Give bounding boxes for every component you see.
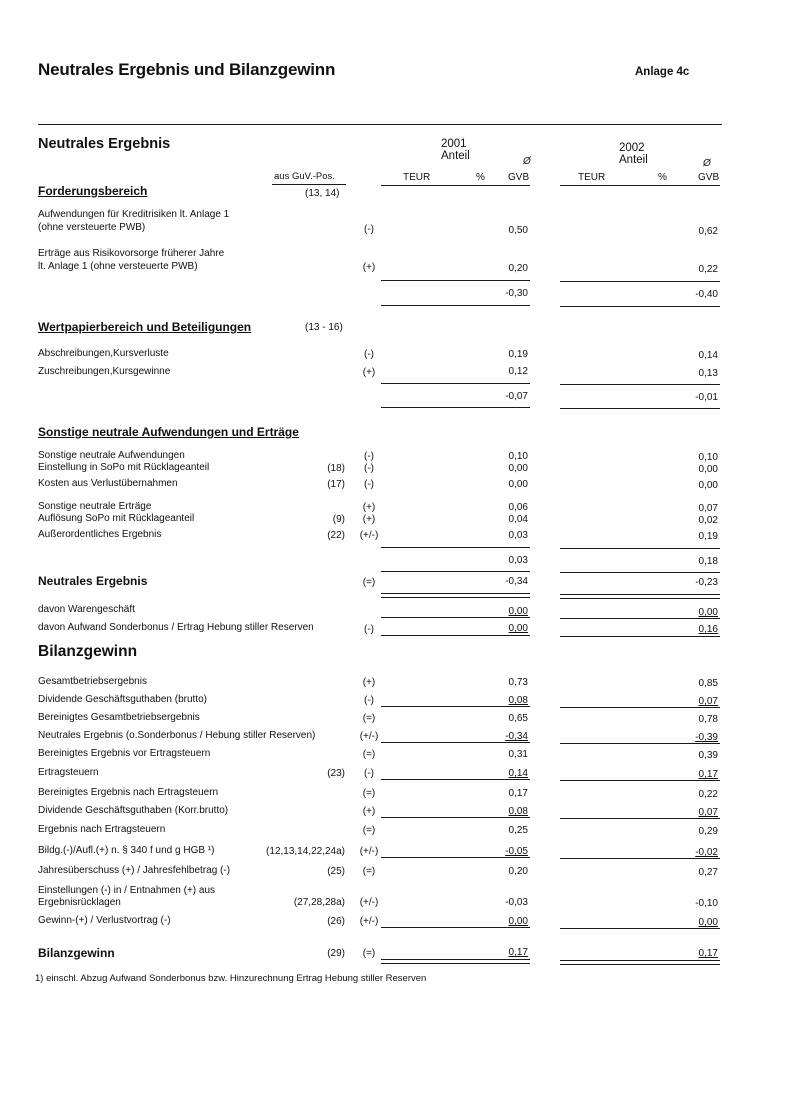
value-2002: 0,14 bbox=[698, 350, 718, 361]
value-2002: 0,07 bbox=[698, 503, 718, 514]
row-label: Bereinigtes Gesamtbetriebsergebnis bbox=[38, 712, 200, 723]
row-sign: (-) bbox=[364, 224, 374, 235]
row-sign: (+) bbox=[362, 806, 376, 817]
row-label: Bilanzgewinn bbox=[38, 946, 115, 960]
avg-symbol-2001: Ø bbox=[523, 156, 531, 167]
value-2001: -0,05 bbox=[505, 846, 528, 857]
value-2001: 0,08 bbox=[508, 695, 528, 706]
row-label: Neutrales Ergebnis bbox=[38, 574, 148, 588]
value-2001: 0,73 bbox=[508, 677, 528, 688]
pct-header-2002: % bbox=[658, 172, 667, 183]
share-label-2001: Anteil bbox=[441, 150, 470, 162]
section-heading-bilanz: Bilanzgewinn bbox=[38, 643, 138, 660]
row-sign: (=) bbox=[362, 577, 376, 588]
value-2002: 0,17 bbox=[698, 948, 718, 959]
value-2002: 0,07 bbox=[698, 807, 718, 818]
value-2002: 0,13 bbox=[698, 368, 718, 379]
value-2001: 0,50 bbox=[508, 225, 528, 236]
row-sign: (-) bbox=[364, 479, 374, 490]
teur-header-2002: TEUR bbox=[578, 172, 606, 183]
value-2002: 0,00 bbox=[698, 607, 718, 618]
gvb-header-2001: GVB bbox=[508, 172, 530, 183]
value-2001: 0,17 bbox=[508, 947, 528, 958]
row-label: Auflösung SoPo mit Rücklageanteil bbox=[38, 513, 195, 524]
value-2001: 0,00 bbox=[508, 623, 528, 634]
row-sign: (+) bbox=[362, 677, 376, 688]
subtotal-2002: 0,18 bbox=[698, 556, 718, 567]
guv-pos: (12,13,14,22,24a) bbox=[266, 846, 345, 857]
guv-pos: (17) bbox=[327, 479, 345, 490]
underline-2001 bbox=[381, 635, 530, 636]
sum-rule-2001 bbox=[381, 571, 530, 572]
row-label-cont: (ohne versteuerte PWB) bbox=[38, 222, 146, 233]
sum-rule-2001 bbox=[381, 547, 530, 548]
value-2002: 0,02 bbox=[698, 515, 718, 526]
section-heading-neutral: Neutrales Ergebnis bbox=[38, 136, 171, 152]
value-2002: 0,19 bbox=[698, 531, 718, 542]
value-2002: 0,07 bbox=[698, 696, 718, 707]
gvb-header-2002: GVB bbox=[698, 172, 720, 183]
guv-pos: (29) bbox=[327, 948, 345, 959]
value-2002: -0,39 bbox=[695, 732, 718, 743]
row-sign: (-) bbox=[364, 451, 374, 462]
guv-pos-wertpapier: (13 - 16) bbox=[305, 322, 343, 333]
underline-2002 bbox=[560, 743, 720, 744]
underline-2001 bbox=[381, 779, 530, 780]
row-sign: (=) bbox=[362, 948, 376, 959]
value-2001: 0,00 bbox=[508, 479, 528, 490]
row-sign: (+) bbox=[362, 262, 376, 273]
underline-2001 bbox=[381, 817, 530, 818]
subsection-forderung: Forderungsbereich bbox=[38, 184, 148, 198]
value-2001: -0,34 bbox=[505, 731, 528, 742]
value-2001: 0,14 bbox=[508, 768, 528, 779]
value-2002: 0,00 bbox=[698, 480, 718, 491]
row-label: Jahresüberschuss (+) / Jahresfehlbetrag (-) bbox=[38, 865, 231, 876]
value-2002: 0,00 bbox=[698, 917, 718, 928]
value-2001: 0,31 bbox=[508, 749, 528, 760]
row-label: Gewinn-(+) / Verlustvortrag (-) bbox=[38, 915, 171, 926]
row-label: Erträge aus Risikovorsorge früherer Jahre bbox=[38, 248, 225, 259]
row-sign: (=) bbox=[362, 788, 376, 799]
header-rule bbox=[38, 124, 722, 125]
pct-header-2001: % bbox=[476, 172, 485, 183]
row-sign: (=) bbox=[362, 825, 376, 836]
row-sign: (-) bbox=[364, 463, 374, 474]
value-2002: 0,29 bbox=[698, 826, 718, 837]
guv-pos: (26) bbox=[327, 916, 345, 927]
guv-pos-header-rule bbox=[272, 184, 346, 185]
guv-pos-header: aus GuV.-Pos. bbox=[274, 171, 335, 182]
header-rule-2001 bbox=[381, 185, 530, 186]
row-sign: (+/-) bbox=[359, 897, 379, 908]
sum-rule-2001 bbox=[381, 383, 530, 384]
value-2002: -0,10 bbox=[695, 898, 718, 909]
row-label: davon Warengeschäft bbox=[38, 604, 135, 615]
teur-header-2001: TEUR bbox=[403, 172, 431, 183]
guv-pos: (22) bbox=[327, 530, 345, 541]
row-sign: (+/-) bbox=[359, 530, 379, 541]
subtotal-2002: -0,01 bbox=[695, 392, 718, 403]
value-2001: 0,06 bbox=[508, 502, 528, 513]
total-rule-2002 bbox=[560, 306, 720, 307]
value-2002: 0,85 bbox=[698, 678, 718, 689]
total-rule-2001 bbox=[381, 305, 530, 306]
total-rule-2001 bbox=[381, 407, 530, 408]
value-2001: 0,00 bbox=[508, 463, 528, 474]
value-2001: 0,20 bbox=[508, 263, 528, 274]
sum-rule-2002 bbox=[560, 281, 720, 282]
avg-symbol-2002: Ø bbox=[703, 158, 711, 169]
row-sign: (=) bbox=[362, 713, 376, 724]
row-sign: (-) bbox=[364, 349, 374, 360]
value-2002: 0,17 bbox=[698, 769, 718, 780]
subsection-sonstige: Sonstige neutrale Aufwendungen und Erträge bbox=[38, 425, 299, 439]
value-2001: 0,10 bbox=[508, 451, 528, 462]
subtotal-2001: -0,30 bbox=[505, 288, 528, 299]
underline-2001 bbox=[381, 706, 530, 707]
value-2002: 0,22 bbox=[698, 264, 718, 275]
row-label: davon Aufwand Sonderbonus / Ertrag Hebung stiller Reserven bbox=[38, 622, 314, 633]
row-label: Sonstige neutrale Erträge bbox=[38, 501, 152, 512]
year-2001: 2001 bbox=[441, 138, 467, 150]
row-label: Bildg.(-)/Aufl.(+) n. § 340 f und g HGB ¹) bbox=[38, 845, 215, 856]
double-rule-2001 bbox=[381, 593, 530, 598]
row-label: Bereinigtes Ergebnis nach Ertragsteuern bbox=[38, 787, 219, 798]
underline-2001 bbox=[381, 927, 530, 928]
value-2001: 0,12 bbox=[508, 366, 528, 377]
value-2002: 0,27 bbox=[698, 867, 718, 878]
subtotal-2001: 0,03 bbox=[508, 555, 528, 566]
row-label: Dividende Geschäftsguthaben (Korr.brutto) bbox=[38, 805, 229, 816]
value-2002: 0,00 bbox=[698, 464, 718, 475]
row-label: Aufwendungen für Kreditrisiken lt. Anlage 1 bbox=[38, 209, 230, 220]
share-label-2002: Anteil bbox=[619, 154, 648, 166]
sum-rule-2002 bbox=[560, 548, 720, 549]
underline-2001 bbox=[381, 857, 530, 858]
underline-2002 bbox=[560, 928, 720, 929]
underline-2001 bbox=[381, 617, 530, 618]
subtotal-2001: -0,07 bbox=[505, 391, 528, 402]
footnote: 1) einschl. Abzug Aufwand Sonderbonus bzw. Hinzurechnung Ertrag Hebung stiller Reserven bbox=[35, 973, 427, 984]
value-2001: 0,04 bbox=[508, 514, 528, 525]
row-sign: (=) bbox=[362, 866, 376, 877]
guv-pos: (25) bbox=[327, 866, 345, 877]
row-label: Kosten aus Verlustübernahmen bbox=[38, 478, 178, 489]
value-2001: -0,34 bbox=[505, 576, 528, 587]
double-rule-2002 bbox=[560, 960, 720, 965]
row-sign: (-) bbox=[364, 624, 374, 635]
row-sign: (+) bbox=[362, 514, 376, 525]
row-label: Gesamtbetriebsergebnis bbox=[38, 676, 147, 687]
row-sign: (+/-) bbox=[359, 916, 379, 927]
row-label: Bereinigtes Ergebnis vor Ertragsteuern bbox=[38, 748, 211, 759]
annex-label: Anlage 4c bbox=[635, 66, 690, 78]
row-label: Einstellungen (-) in / Entnahmen (+) aus bbox=[38, 885, 216, 896]
row-label: Sonstige neutrale Aufwendungen bbox=[38, 450, 185, 461]
guv-pos-forderung: (13, 14) bbox=[305, 188, 340, 199]
row-label: Außerordentliches Ergebnis bbox=[38, 529, 162, 540]
row-label: Zuschreibungen,Kursgewinne bbox=[38, 366, 171, 377]
value-2002: 0,78 bbox=[698, 714, 718, 725]
row-label-cont: Ergebnisrücklagen bbox=[38, 897, 121, 908]
subsection-wertpapier: Wertpapierbereich und Beteiligungen bbox=[38, 320, 252, 334]
sum-rule-2001 bbox=[381, 280, 530, 281]
underline-2002 bbox=[560, 818, 720, 819]
row-label: Einstellung in SoPo mit Rücklageanteil bbox=[38, 462, 210, 473]
value-2001: 0,25 bbox=[508, 825, 528, 836]
row-sign: (-) bbox=[364, 695, 374, 706]
value-2002: 0,39 bbox=[698, 750, 718, 761]
value-2002: 0,22 bbox=[698, 789, 718, 800]
underline-2001 bbox=[381, 742, 530, 743]
double-rule-2001 bbox=[381, 959, 530, 964]
value-2002: 0,62 bbox=[698, 226, 718, 237]
guv-pos: (9) bbox=[332, 514, 345, 525]
underline-2002 bbox=[560, 636, 720, 637]
row-sign: (+/-) bbox=[359, 731, 379, 742]
sum-rule-2002 bbox=[560, 384, 720, 385]
row-sign: (+) bbox=[362, 367, 376, 378]
row-sign: (=) bbox=[362, 749, 376, 760]
value-2001: 0,00 bbox=[508, 606, 528, 617]
row-label: Abschreibungen,Kursverluste bbox=[38, 348, 169, 359]
header-rule-2002 bbox=[560, 185, 720, 186]
underline-2002 bbox=[560, 618, 720, 619]
guv-pos: (23) bbox=[327, 768, 345, 779]
underline-2002 bbox=[560, 707, 720, 708]
underline-2002 bbox=[560, 858, 720, 859]
value-2001: 0,03 bbox=[508, 530, 528, 541]
year-2002: 2002 bbox=[619, 142, 645, 154]
value-2001: 0,17 bbox=[508, 788, 528, 799]
value-2001: -0,03 bbox=[505, 897, 528, 908]
value-2002: -0,02 bbox=[695, 847, 718, 858]
underline-2002 bbox=[560, 780, 720, 781]
value-2001: 0,19 bbox=[508, 349, 528, 360]
value-2001: 0,20 bbox=[508, 866, 528, 877]
value-2001: 0,00 bbox=[508, 916, 528, 927]
row-sign: (+/-) bbox=[359, 846, 379, 857]
subtotal-2002: -0,40 bbox=[695, 289, 718, 300]
row-sign: (-) bbox=[364, 768, 374, 779]
row-label: Ergebnis nach Ertragsteuern bbox=[38, 824, 166, 835]
value-2001: 0,08 bbox=[508, 806, 528, 817]
row-sign: (+) bbox=[362, 502, 376, 513]
row-label-cont: lt. Anlage 1 (ohne versteuerte PWB) bbox=[38, 261, 198, 272]
row-label: Dividende Geschäftsguthaben (brutto) bbox=[38, 694, 207, 705]
double-rule-2002 bbox=[560, 594, 720, 599]
value-2002: -0,23 bbox=[695, 577, 718, 588]
row-label: Ertragsteuern bbox=[38, 767, 99, 778]
page-title: Neutrales Ergebnis und Bilanzgewinn bbox=[38, 60, 336, 79]
row-label: Neutrales Ergebnis (o.Sonderbonus / Hebung stiller Reserven) bbox=[38, 730, 316, 741]
guv-pos: (27,28,28a) bbox=[293, 897, 345, 908]
value-2002: 0,16 bbox=[698, 624, 718, 635]
value-2001: 0,65 bbox=[508, 713, 528, 724]
value-2002: 0,10 bbox=[698, 452, 718, 463]
guv-pos: (18) bbox=[327, 463, 345, 474]
total-rule-2002 bbox=[560, 408, 720, 409]
sum-rule-2002 bbox=[560, 572, 720, 573]
